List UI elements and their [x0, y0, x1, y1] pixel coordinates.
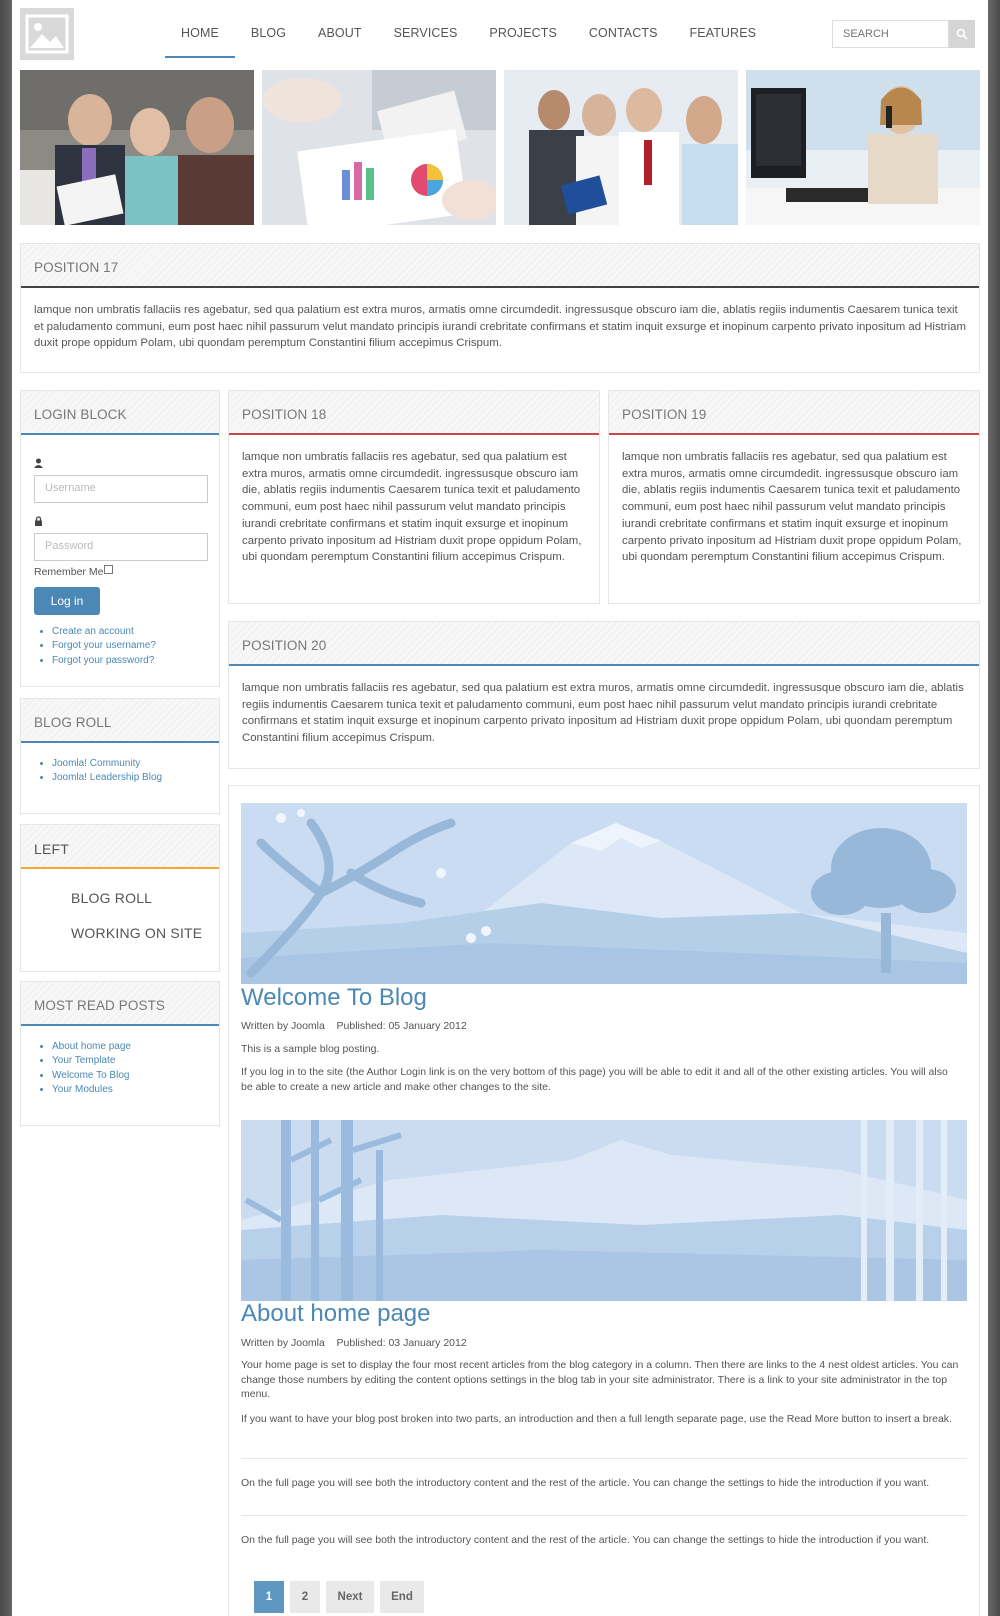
most-read-links [21, 1026, 219, 1097]
position-17-module [20, 243, 980, 373]
position-19-title: POSITION 19 [609, 391, 979, 435]
article-meta [241, 1337, 467, 1349]
site-logo[interactable] [20, 8, 74, 60]
position-20-text: lamque non umbratis fallaciis res agebatur, sed qua palatium est extra muros, armatis omne circumdedit. ingressusque obscuro iam die, ablatis regiis indumentis Caesarem tunica texit et paludamento communi, eum post haec nihil passurum velut mandato principis iurandi crebritate confirmans et statim inquit exsurge et inopinum carpento privato inpositum ad Histriam duxit prope oppidum Polam, ubi quondam peremptum Constantini filium accepimus Crispum. [242, 682, 964, 745]
password-field[interactable]: Password [34, 533, 208, 561]
article-text: Your home page is set to display the four most recent articles from the blog category in a column. Then there are links to the 4 nest oldest articles. You can change those numbers by editing the content options settings in the blog tab in your site administrator. There is a link to your site administrator in the top menu. [241, 1359, 959, 1401]
position-18-module [228, 390, 600, 604]
position-20-title: POSITION 20 [229, 622, 979, 666]
most-read-module [20, 981, 220, 1126]
most-read-link[interactable]: • Welcome To Blog [52, 1069, 219, 1083]
article-text: If you want to have your blog post broken into two parts, an introduction and then a full length separate page, use the Read More button to insert a break. [241, 1413, 952, 1425]
login-module [20, 390, 220, 687]
most-read-title: MOST READ POSTS [21, 982, 219, 1026]
left-menu-working-on-site[interactable]: WORKING ON SITE [71, 925, 203, 941]
joomla-leadership-link[interactable]: • Joomla! Leadership Blog [52, 771, 219, 785]
nav-features[interactable]: FEATURES [689, 26, 757, 40]
position-17-text: lamque non umbratis fallaciis res agebatur, sed qua palatium est extra muros, armatis omne circumdedit. ingressusque obscuro iam die, ablatis regiis indumentis Caesarem tunica texit et paludamento communi, eum post haec nihil passurum velut mandato principis iurandi crebritate confirmans et statim inquit exsurge et inopinum carpento privato inpositum ad Histriam duxit prope oppidum Polam, ubi quondam peremptum Constantini filium accepimus Crispum. [34, 304, 966, 350]
main-nav [165, 18, 772, 58]
left-menu-blog-roll[interactable]: BLOG ROLL [71, 890, 153, 906]
banner-image-support [746, 70, 980, 225]
login-button[interactable]: Log in [34, 587, 100, 615]
remember-me-checkbox[interactable] [104, 565, 113, 574]
nav-contacts[interactable]: CONTACTS [588, 26, 658, 40]
article-text: If you log in to the site (the Author Login link is on the very bottom of this page) you will be able to edit it and all of the other existing articles. You will also be able to create a new article and make other changes to the site. [241, 1066, 948, 1093]
nav-about[interactable]: ABOUT [318, 26, 362, 40]
article-title[interactable]: Welcome To Blog [241, 984, 427, 1011]
search-icon [956, 28, 968, 40]
banner-image-meeting [20, 70, 254, 225]
left-menu-title: LEFT [21, 825, 219, 869]
blog-roll-links [21, 743, 219, 786]
article-author: Written by Joomla [241, 1337, 325, 1349]
position-17-title: POSITION 17 [21, 244, 979, 288]
page-2-button[interactable]: 2 [290, 1581, 320, 1613]
search-button[interactable] [949, 20, 975, 48]
joomla-community-link[interactable]: • Joomla! Community [52, 757, 219, 771]
nav-blog[interactable]: BLOG [250, 26, 287, 40]
lock-icon [34, 516, 43, 526]
left-menu-module [20, 824, 220, 972]
position-19-text: lamque non umbratis fallaciis res agebatur, sed qua palatium est extra muros, armatis omne circumdedit. ingressusque obscuro iam die, ablatis regiis indumentis Caesarem tunica texit et paludamento communi, eum post haec nihil passurum velut mandato principis iurandi crebritate confirmans et statim inquit exsurge et inopinum carpento privato inpositum ad Histriam duxit prope oppidum Polam, ubi quondam peremptum Constantini filium accepimus Crispum. [622, 451, 962, 564]
article-image-bamboo [241, 1120, 967, 1301]
search-box [832, 20, 975, 48]
divider [241, 1458, 967, 1459]
article-text: On the full page you will see both the introductory content and the rest of the article. You can change the settings to hide the introduction if you want. [241, 1534, 930, 1546]
article-image-mountain [241, 803, 967, 984]
login-links [21, 615, 219, 668]
forgot-username-link[interactable]: • Forgot your username? [52, 639, 219, 653]
article-published: Published: 05 January 2012 [336, 1020, 467, 1032]
article-title[interactable]: About home page [241, 1300, 431, 1327]
remember-me-label: Remember Me [34, 566, 104, 578]
nav-services[interactable]: SERVICES [393, 26, 458, 40]
username-field[interactable]: Username [34, 475, 208, 503]
blog-roll-module [20, 698, 220, 814]
forgot-password-link[interactable]: • Forgot your password? [52, 654, 219, 668]
article-meta [241, 1020, 467, 1032]
most-read-link[interactable]: • Your Modules [52, 1083, 219, 1097]
pagination [254, 1581, 424, 1613]
article-author: Written by Joomla [241, 1020, 325, 1032]
nav-projects[interactable]: PROJECTS [489, 26, 557, 40]
most-read-link[interactable]: • About home page [52, 1040, 219, 1054]
next-page-button[interactable]: Next [326, 1581, 374, 1613]
most-read-link[interactable]: • Your Template [52, 1054, 219, 1068]
search-input[interactable] [832, 20, 949, 48]
user-icon [34, 458, 43, 468]
image-placeholder-icon [25, 14, 69, 54]
divider [241, 1515, 967, 1516]
blog-roll-title: BLOG ROLL [21, 699, 219, 743]
article-published: Published: 03 January 2012 [336, 1337, 467, 1349]
login-title: LOGIN BLOCK [21, 391, 219, 435]
article-text: This is a sample blog posting. [241, 1043, 380, 1055]
position-18-title: POSITION 18 [229, 391, 599, 435]
page [12, 0, 988, 1616]
nav-home[interactable]: HOME [165, 18, 235, 58]
position-20-module [228, 621, 980, 769]
create-account-link[interactable]: • Create an account [52, 625, 219, 639]
end-page-button[interactable]: End [380, 1581, 424, 1613]
article-text: On the full page you will see both the introductory content and the rest of the article. You can change the settings to hide the introduction if you want. [241, 1477, 930, 1489]
position-18-text: lamque non umbratis fallaciis res agebatur, sed qua palatium est extra muros, armatis omne circumdedit. ingressusque obscuro iam die, ablatis regiis indumentis Caesarem tunica texit et paludamento communi, eum post haec nihil passurum velut mandato principis iurandi crebritate confirmans et statim inquit exsurge et inopinum carpento privato inpositum ad Histriam duxit prope oppidum Polam, ubi quondam peremptum Constantini filium accepimus Crispum. [242, 451, 582, 564]
position-19-module [608, 390, 980, 604]
page-1-button[interactable]: 1 [254, 1581, 284, 1613]
banner-image-team [504, 70, 738, 225]
banner-image-charts [262, 70, 496, 225]
